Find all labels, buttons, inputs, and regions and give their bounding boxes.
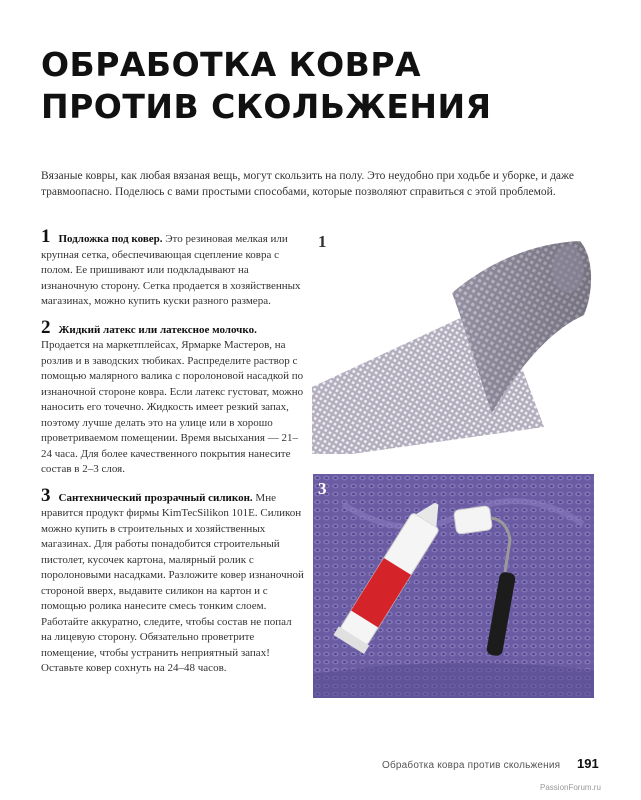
- intro-paragraph: Вязаные ковры, как любая вязаная вещь, могут скользить на полу. Это неудобно при ходьбе и уборке, и даже травмоопасно. Поделюсь с вами простыми способами, которые позволяют справиться с этой проблемой.: [41, 170, 574, 198]
- tip-heading: Жидкий латекс или латексное молочко.: [58, 323, 257, 336]
- tip-number: 2: [41, 316, 51, 338]
- tip-text: Это резиновая мелкая или крупная сетка, обеспечивающая сцепление ковра с полом. Ее пришивают или подкладывают на изнаночную сторону. Сетка продается в хозяйственных магазинах, можно купить куски разного размера.: [41, 233, 301, 307]
- tip-number: 1: [41, 226, 51, 247]
- rubber-mat-illustration: [312, 229, 594, 454]
- footer-section-title: Обработка ковра против скольжения: [382, 760, 561, 771]
- rug-silicone-illustration: [313, 474, 594, 698]
- tips-column: [41, 226, 305, 687]
- tip-text: Продается на маркетплейсах, Ярмарке Мастеров, на розлив и в заводских тюбиках. Распределите раствор с помощью малярного валика с поролоновой насадкой по изнаночной стороне ковра. Если латекс густоват, можно наносить его точечно. Жидкость имеет резкий запах, поэтому лучше делать это на улице или в хорошо проветриваемом помещении. Время высыхания — 21–24 часа. Для более качественного покрытия нанесите состав в 2–3 слоя.: [41, 339, 304, 475]
- photo-rubber-mat: [312, 229, 594, 454]
- watermark: PassionForum.ru: [540, 783, 601, 792]
- tip-2: [41, 316, 305, 478]
- page-number: 191: [577, 756, 599, 771]
- title-line-2: ПРОТИВ СКОЛЬЖЕНИЯ: [41, 87, 492, 126]
- photo-silicone-on-rug: [313, 474, 594, 698]
- photo-1-label: 1: [318, 232, 327, 251]
- page-title: [41, 44, 601, 128]
- tip-heading: Подложка под ковер.: [58, 233, 163, 245]
- tip-heading: Сантехнический прозрачный силикон.: [58, 491, 253, 504]
- photo-3-label: 3: [318, 479, 327, 498]
- tip-number: 3: [41, 484, 51, 506]
- tip-3: [41, 484, 305, 677]
- tip-1: [41, 226, 305, 310]
- title-line-1: ОБРАБОТКА КОВРА: [41, 45, 422, 84]
- tip-text: Мне нравится продукт фирмы KimTecSilikon 101E. Силикон можно купить в строительных и хозяйственных магазинах. Для работы понадобится строительный пистолет, кусочек картона, малярный ролик с поролоновыми насадками. Разложите ковер изнаночной стороной вверх, выдавите силикон на картон и с помощью ролика нанесите смесь тонким слоем. Работайте аккуратно, следите, чтобы состав не попал на лицевую сторону. Обязательно проветрите помещение, чтобы устранить неприятный запах! Оставьте ковер сохнуть на 24–48 часов.: [41, 491, 304, 674]
